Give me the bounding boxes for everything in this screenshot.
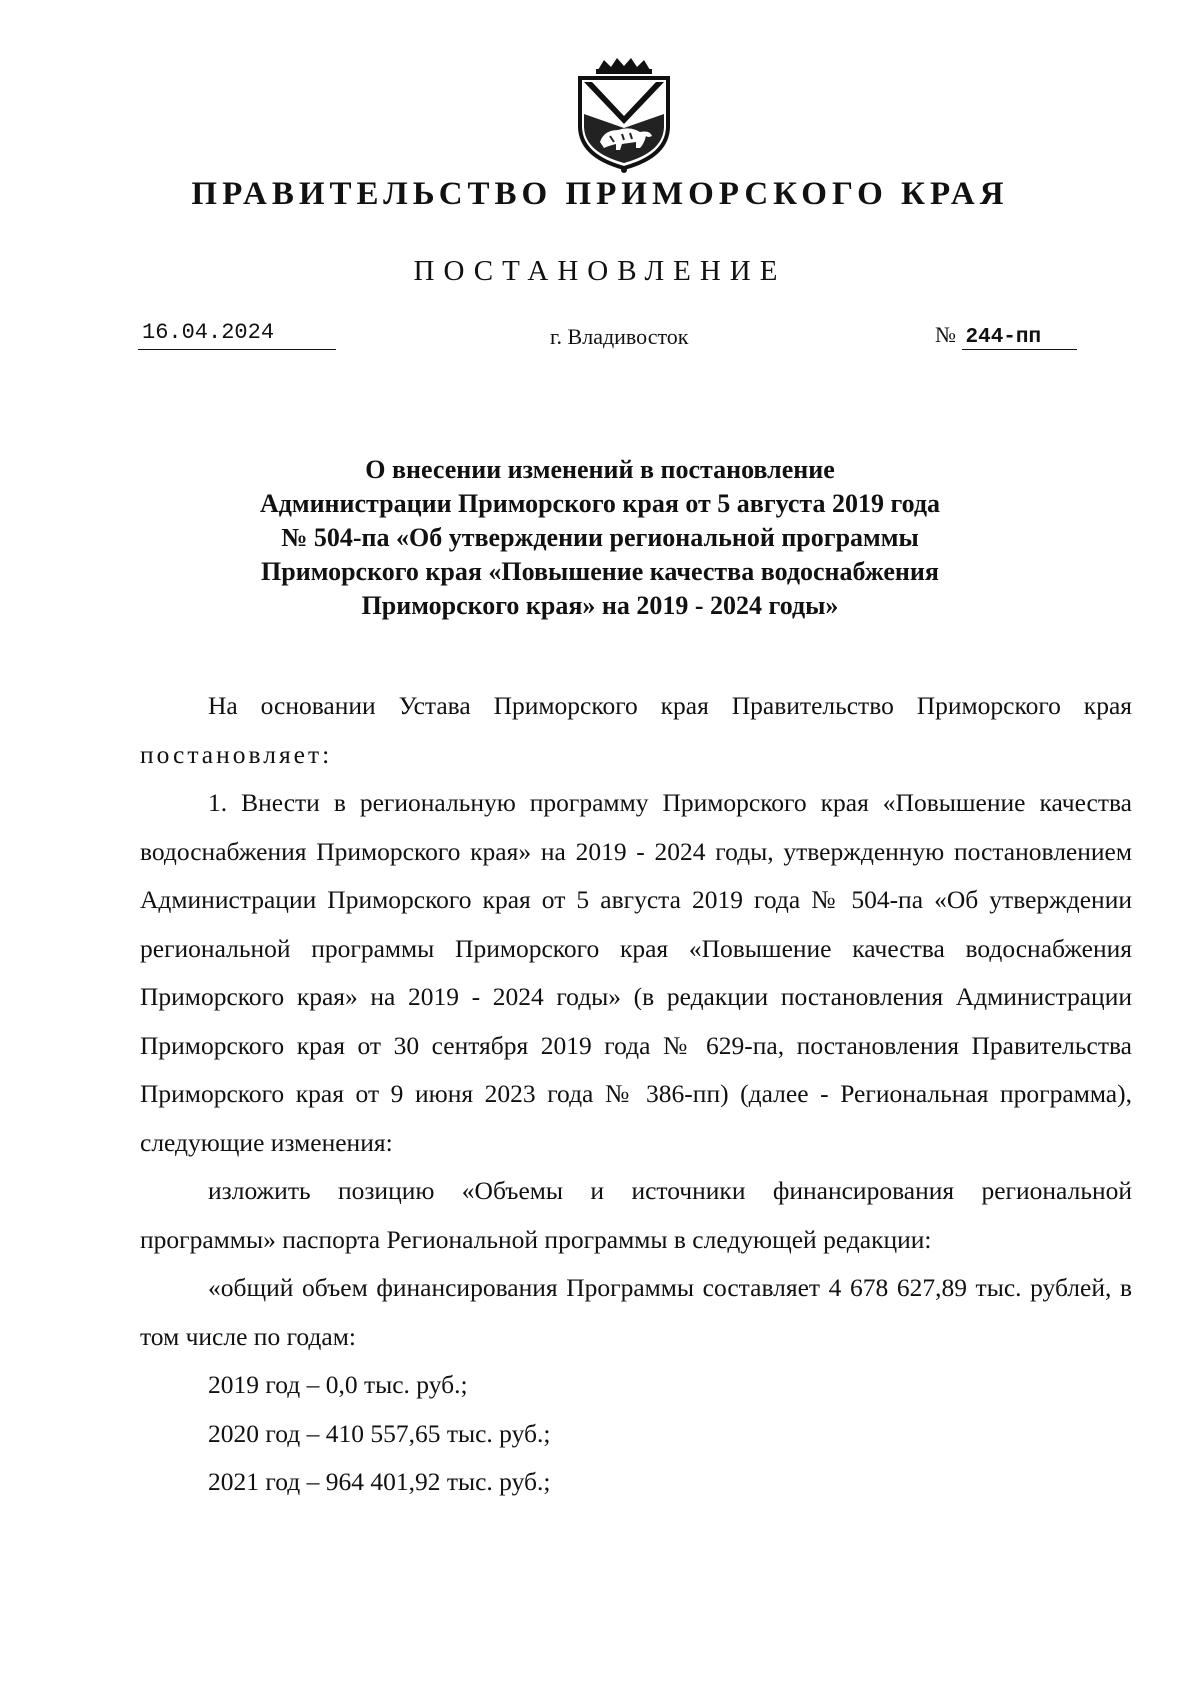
financing-year-2019: 2019 год – 0,0 тыс. руб.; <box>208 1370 468 1399</box>
document-type: ПОСТАНОВЛЕНИЕ <box>413 255 787 287</box>
item-1-paragraph: 1. Внести в региональную программу Приморского края «Повышение качества водоснабжения Приморского края» на 2019 - 2024 годы, утвержденную постановлением Администрации Приморского края от 5 августа 2019 года № 504-па «Об утверждении региональной программы Приморского края «Повышение качества водоснабжения Приморского края» на 2019 - 2024 годы» (в редакции постановления Администрации Приморского края от 30 сентября 2019 года № 629-па, постановления Правительства Приморского края от 9 июня 2023 года № 386-пп) (далее - Региональная программа), следующие изменения: <box>140 788 1132 1157</box>
document-date: 16.04.2024 <box>138 320 336 350</box>
intro-text: На основании Устава Приморского края Правительство Приморского края <box>208 691 1132 720</box>
financing-year-2021: 2021 год – 964 401,92 тыс. руб.; <box>208 1467 551 1496</box>
document-city: г. Владивосток <box>550 324 689 349</box>
subject-line: О внесении изменений в постановление <box>365 455 835 484</box>
subject-line: Администрации Приморского края от 5 августа 2019 года <box>259 489 941 518</box>
number-sign: № <box>935 322 956 347</box>
decree-word: постановляет: <box>140 739 333 769</box>
financing-year-2020: 2020 год – 410 557,65 тыс. руб.; <box>208 1418 551 1448</box>
government-title: ПРАВИТЕЛЬСТВО ПРИМОРСКОГО КРАЯ <box>191 176 1009 212</box>
item-1-instruction: изложить позицию «Объемы и источники финансирования региональной программы» паспорта Региональной программы в следующей редакции: <box>140 1176 1132 1254</box>
document-body <box>140 682 1132 1507</box>
document-number <box>935 322 1077 350</box>
intro-paragraph <box>140 682 1132 779</box>
document-number-value: 244-пп <box>962 326 1077 350</box>
financing-total: «общий объем финансирования Программы составляет 4 678 627,89 тыс. рублей, в том числе по годам: <box>140 1273 1132 1351</box>
subject-line: Приморского края» на 2019 - 2024 годы» <box>361 591 839 620</box>
subject-line: Приморского края «Повышение качества водоснабжения <box>261 557 939 586</box>
subject-line: № 504-па «Об утверждении региональной программы <box>281 523 919 552</box>
coat-of-arms-tiger-icon <box>570 56 678 174</box>
document-subject <box>0 453 1200 623</box>
